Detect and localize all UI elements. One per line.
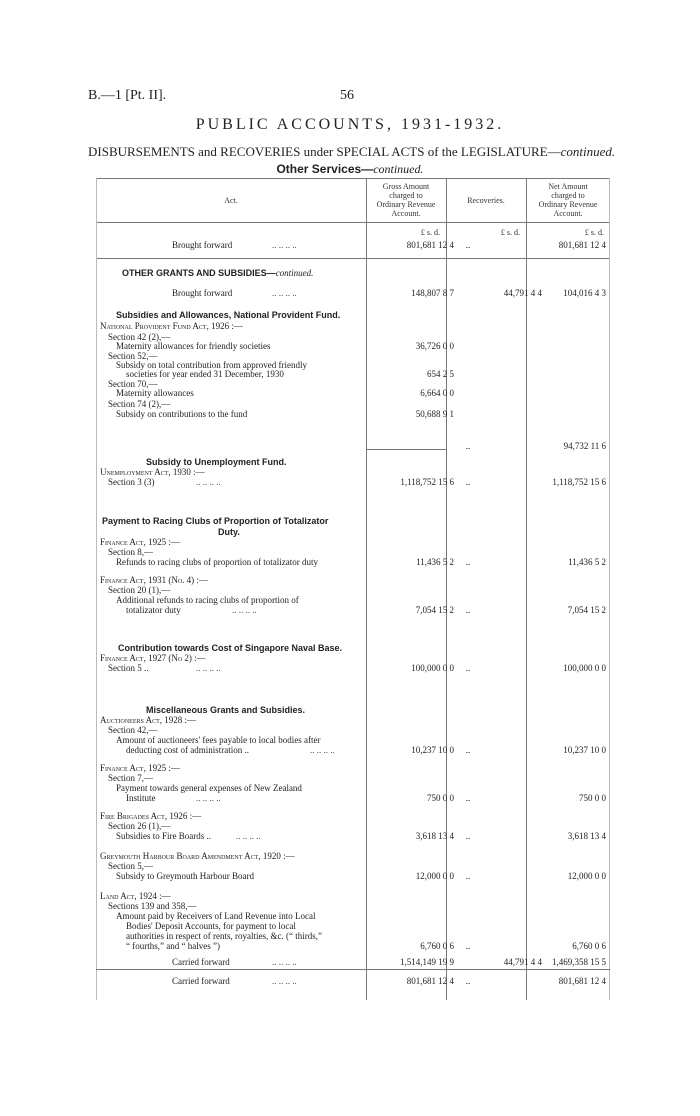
column-header-net: [526, 182, 610, 218]
page-subtitle: [88, 144, 615, 160]
gross-amount: 6,664 0 0: [420, 388, 454, 398]
table-row: [96, 239, 608, 251]
item-description: Additional refunds to racing clubs of proportion of: [116, 595, 299, 605]
gross-amount: 1,514,149 19 9: [400, 957, 454, 967]
column-header-recoveries: Recoveries.: [467, 196, 505, 205]
section-ref: Sections 139 and 358,—: [108, 901, 197, 911]
leader-dots: .. .. .. ..: [232, 605, 257, 615]
section-ref: Section 8,—: [108, 547, 153, 557]
act-name: National Provident Fund Act, 1926 :—: [100, 321, 243, 331]
table-row: [96, 870, 608, 882]
column-header-gross-line: Account.: [391, 209, 421, 218]
row-label: Brought forward: [172, 240, 233, 250]
recoveries-amount: ..: [465, 793, 471, 803]
page-title: PUBLIC ACCOUNTS, 1931-1932.: [195, 116, 505, 133]
table-row: [96, 792, 608, 804]
column-header-gross: [366, 182, 446, 218]
leader-dots: .. .. .. ..: [272, 976, 297, 986]
leader-dots: .. .. .. ..: [196, 663, 221, 673]
act-name: Finance Act, 1931 (No. 4) :—: [100, 575, 208, 585]
column-header-net-line: Account.: [553, 209, 583, 218]
gross-amount: 3,618 13 4: [415, 831, 454, 841]
column-header-net-line: charged to: [551, 191, 585, 200]
act-name: Finance Act, 1927 (No 2) :—: [100, 653, 206, 663]
recoveries-amount: ..: [465, 477, 471, 487]
currency-label-gross: £ s. d.: [420, 228, 440, 237]
document-reference: B.—1 [Pt. II].: [88, 88, 167, 103]
net-amount: 1,469,358 15 5: [552, 957, 606, 967]
item-description: “ fourths,” and “ halves ”): [126, 941, 220, 951]
table-row: [96, 940, 608, 952]
table-top-rule: [96, 178, 610, 179]
other-services-text: Other Services—: [276, 162, 374, 176]
recoveries-amount: ..: [465, 663, 471, 673]
net-amount: 11,436 5 2: [568, 557, 606, 567]
recoveries-amount: ..: [465, 745, 471, 755]
item-description: Subsidy on total contribution from approved friendly: [116, 360, 307, 370]
item-description: Subsidy on contributions to the fund: [116, 409, 248, 419]
gross-amount: 750 0 0: [427, 793, 454, 803]
recoveries-amount: ..: [465, 976, 471, 986]
gross-amount: 7,054 15 2: [415, 605, 454, 615]
item-description: Subsidy to Greymouth Harbour Board: [116, 871, 254, 881]
item-description: Refunds to racing clubs of proportion of totalizator duty: [116, 557, 318, 567]
section-title-text: OTHER GRANTS AND SUBSIDIES—: [122, 268, 276, 278]
leader-dots: .. .. .. ..: [272, 240, 297, 250]
misc-heading: Miscellaneous Grants and Subsidies.: [146, 705, 306, 715]
subtitle-text: DISBURSEMENTS and RECOVERIES under SPECIAL ACTS of the LEGISLATURE—: [88, 144, 561, 159]
currency-label-recoveries: £ s. d.: [500, 228, 520, 237]
item-description: Maternity allowances for friendly societies: [116, 341, 271, 351]
gross-amount: 100,000 0 0: [411, 663, 454, 673]
item-description: totalizator duty: [126, 605, 181, 615]
section-title-continued: continued.: [275, 268, 314, 278]
leader-dots: .. .. .. ..: [236, 831, 261, 841]
section-ref: Section 7,—: [108, 773, 153, 783]
recoveries-amount: 44,791 4 4: [503, 957, 542, 967]
column-header-act: Act.: [224, 196, 238, 205]
recoveries-amount: ..: [465, 557, 471, 567]
recoveries-amount: 44,791 4 4: [503, 288, 542, 298]
gross-amount: 10,237 10 0: [411, 745, 454, 755]
page-number: 56: [340, 88, 354, 103]
column-header-gross-line: Gross Amount: [382, 182, 430, 191]
section-ref: Section 5,—: [108, 861, 153, 871]
gross-amount: 654 2 5: [427, 369, 454, 379]
section-ref: Section 70,—: [108, 379, 158, 389]
gross-amount: 801,681 12 4: [406, 240, 454, 250]
act-name: Finance Act, 1925 :—: [100, 537, 180, 547]
table-row: [96, 476, 608, 488]
act-name: Unemployment Act, 1930 :—: [100, 467, 205, 477]
net-amount: 801,681 12 4: [558, 240, 606, 250]
net-amount: 750 0 0: [579, 793, 606, 803]
table-row: [96, 662, 608, 674]
net-amount: 104,016 4 3: [563, 288, 606, 298]
act-name: Greymouth Harbour Board Amendment Act, 1920 :—: [100, 851, 295, 861]
row-label: Carried forward: [172, 957, 230, 967]
leader-dots: .. .. .. ..: [272, 288, 297, 298]
recoveries-amount: ..: [465, 441, 471, 451]
act-name: Auctioneers Act, 1928 :—: [100, 715, 197, 725]
gross-amount: 148,807 8 7: [411, 288, 454, 298]
table-row: [96, 830, 608, 842]
recoveries-amount: ..: [465, 871, 471, 881]
gross-amount: 36,726 0 0: [415, 341, 454, 351]
item-description: societies for year ended 31 December, 1930: [126, 369, 284, 379]
net-amount: 6,760 0 6: [572, 941, 606, 951]
act-name: Land Act, 1924 :—: [100, 891, 171, 901]
carried-forward-rule: [96, 969, 610, 970]
item-description: Bodies' Deposit Accounts, for payment to local: [126, 921, 296, 931]
row-label: Carried forward: [172, 976, 230, 986]
unemployment-heading: Subsidy to Unemployment Fund.: [146, 457, 287, 467]
net-amount: 3,618 13 4: [567, 831, 606, 841]
recoveries-amount: ..: [465, 941, 471, 951]
column-header-gross-line: charged to: [389, 191, 423, 200]
net-amount: 12,000 0 0: [567, 871, 606, 881]
table-row: [96, 956, 608, 968]
singapore-heading: Contribution towards Cost of Singapore Naval Base.: [118, 643, 343, 653]
section-title: [122, 268, 313, 278]
gross-amount: 11,436 5 2: [416, 557, 454, 567]
net-amount: 94,732 11 6: [563, 441, 606, 451]
table-row: [96, 975, 608, 987]
table-row: [96, 287, 608, 299]
item-description: Maternity allowances: [116, 388, 194, 398]
section-ref: Section 52,—: [108, 351, 158, 361]
gross-amount: 1,118,752 15 6: [400, 477, 454, 487]
section-ref: Section 3 (3): [108, 477, 155, 487]
table-row: [96, 556, 608, 568]
header-divider: [96, 222, 610, 223]
table-row: [96, 744, 608, 756]
table-row: [96, 408, 608, 420]
net-amount: 100,000 0 0: [563, 663, 606, 673]
racing-heading-line2: Duty.: [218, 527, 240, 537]
gross-amount: 50,688 9 1: [415, 409, 454, 419]
other-services-continued: continued.: [373, 162, 424, 176]
recoveries-amount: ..: [465, 605, 471, 615]
row-label: Brought forward: [172, 288, 233, 298]
leader-dots: .. .. .. ..: [272, 957, 297, 967]
section-ref: Section 74 (2),—: [108, 399, 171, 409]
leader-dots: .. .. .. ..: [196, 477, 221, 487]
racing-heading-line1: Payment to Racing Clubs of Proportion of Totalizator: [102, 516, 329, 526]
act-name: Finance Act, 1925 :—: [100, 763, 180, 773]
section-ref: Section 42 (2),—: [108, 332, 171, 342]
column-header-net-line: Ordinary Revenue: [538, 200, 598, 209]
net-amount: 1,118,752 15 6: [552, 477, 606, 487]
item-description: deducting cost of administration ..: [126, 745, 249, 755]
table-right-edge: [609, 178, 610, 1000]
item-description: Amount paid by Receivers of Land Revenue into Local: [116, 911, 316, 921]
item-description: Subsidies to Fire Boards ..: [116, 831, 212, 841]
leader-dots: .. .. .. ..: [310, 745, 335, 755]
net-amount: 801,681 12 4: [558, 976, 606, 986]
act-name: Fire Brigades Act, 1926 :—: [100, 811, 202, 821]
item-description: Amount of auctioneers' fees payable to local bodies after: [116, 735, 321, 745]
section-ref: Section 42,—: [108, 725, 158, 735]
gross-amount: 12,000 0 0: [415, 871, 454, 881]
table-row: [96, 604, 608, 616]
section-ref: Section 26 (1),—: [108, 821, 171, 831]
npf-heading: Subsidies and Allowances, National Provident Fund.: [116, 310, 341, 320]
brought-forward-divider: [96, 258, 610, 259]
subtitle-continued: continued.: [560, 144, 616, 159]
section-ref: Section 5 ..: [108, 663, 149, 673]
column-header-net-line: Net Amount: [548, 182, 588, 191]
gross-amount: 801,681 12 4: [406, 976, 454, 986]
column-header-gross-line: Ordinary Revenue: [376, 200, 436, 209]
recoveries-amount: ..: [465, 240, 471, 250]
table-row: [96, 440, 608, 452]
currency-label-net: £ s. d.: [584, 228, 604, 237]
net-amount: 10,237 10 0: [563, 745, 606, 755]
item-description: authorities in respect of rents, royalties, &c. (“ thirds,”: [126, 931, 322, 941]
item-description: Institute: [126, 793, 156, 803]
recoveries-amount: ..: [465, 831, 471, 841]
other-services-heading: [0, 162, 700, 177]
leader-dots: .. .. .. ..: [196, 793, 221, 803]
gross-amount: 6,760 0 6: [420, 941, 454, 951]
section-ref: Section 20 (1),—: [108, 585, 171, 595]
item-description: Payment towards general expenses of New Zealand: [116, 783, 302, 793]
net-amount: 7,054 15 2: [567, 605, 606, 615]
